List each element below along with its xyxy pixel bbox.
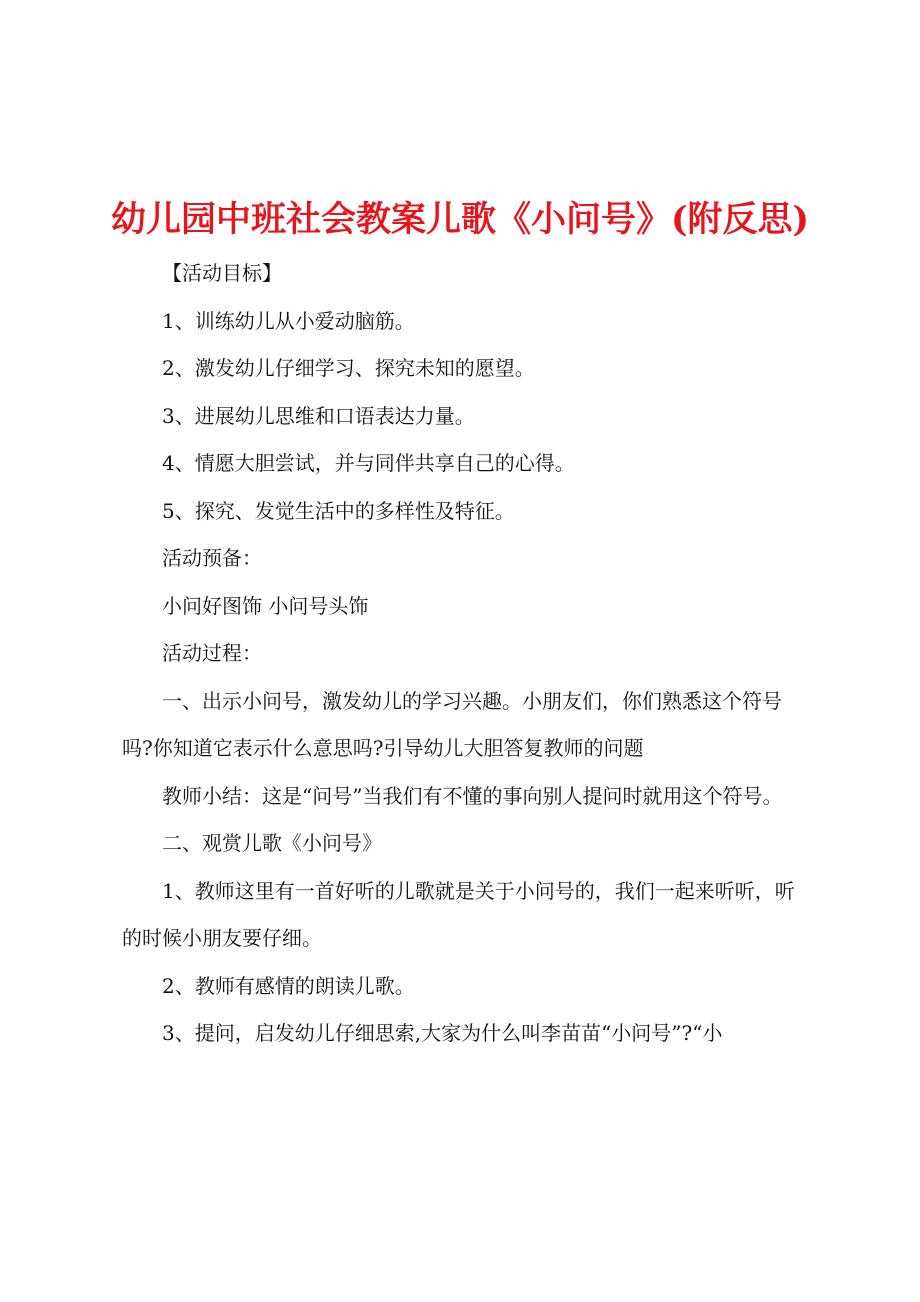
section-heading-preparation: 活动预备：	[162, 546, 262, 570]
objective-item: 2、激发幼儿仔细学习、探究未知的愿望。	[162, 356, 535, 380]
objective-item: 4、情愿大胆尝试，并与同伴共享自己的心得。	[162, 451, 575, 475]
process-step-paragraph: 一、出示小问号，激发幼儿的学习兴趣。小朋友们，你们熟悉这个符号吗?你知道它表示什么意思吗?引导幼儿大胆答复教师的问题	[122, 688, 782, 760]
process-step-heading: 二、观赏儿歌《小问号》	[162, 831, 382, 855]
process-substep: 3、提问，启发幼儿仔细思索,大家为什么叫李苗苗“小问号”?“小	[162, 1021, 723, 1045]
process-substep: 2、教师有感情的朗读儿歌。	[162, 973, 415, 998]
teacher-summary-paragraph: 教师小结：这是“问号”当我们有不懂的事向别人提问时就用这个符号。	[162, 783, 783, 808]
objective-item: 3、进展幼儿思维和口语表达力量。	[162, 403, 475, 428]
objective-item: 5、探究、发觉生活中的多样性及特征。	[162, 498, 515, 523]
section-heading-objectives: 【活动目标】	[162, 261, 282, 285]
document-body	[122, 250, 802, 1058]
objective-item: 1、训练幼儿从小爱动脑筋。	[162, 308, 415, 333]
process-substep: 1、教师这里有一首好听的儿歌就是关于小问号的，我们一起来听听，听的时候小朋友要仔细。	[122, 878, 795, 950]
document-title: 幼儿园中班社会教案儿歌《小问号》(附反思)	[110, 199, 810, 240]
preparation-materials: 小问好图饰 小问号头饰	[162, 593, 369, 618]
section-heading-process: 活动过程：	[162, 641, 262, 665]
